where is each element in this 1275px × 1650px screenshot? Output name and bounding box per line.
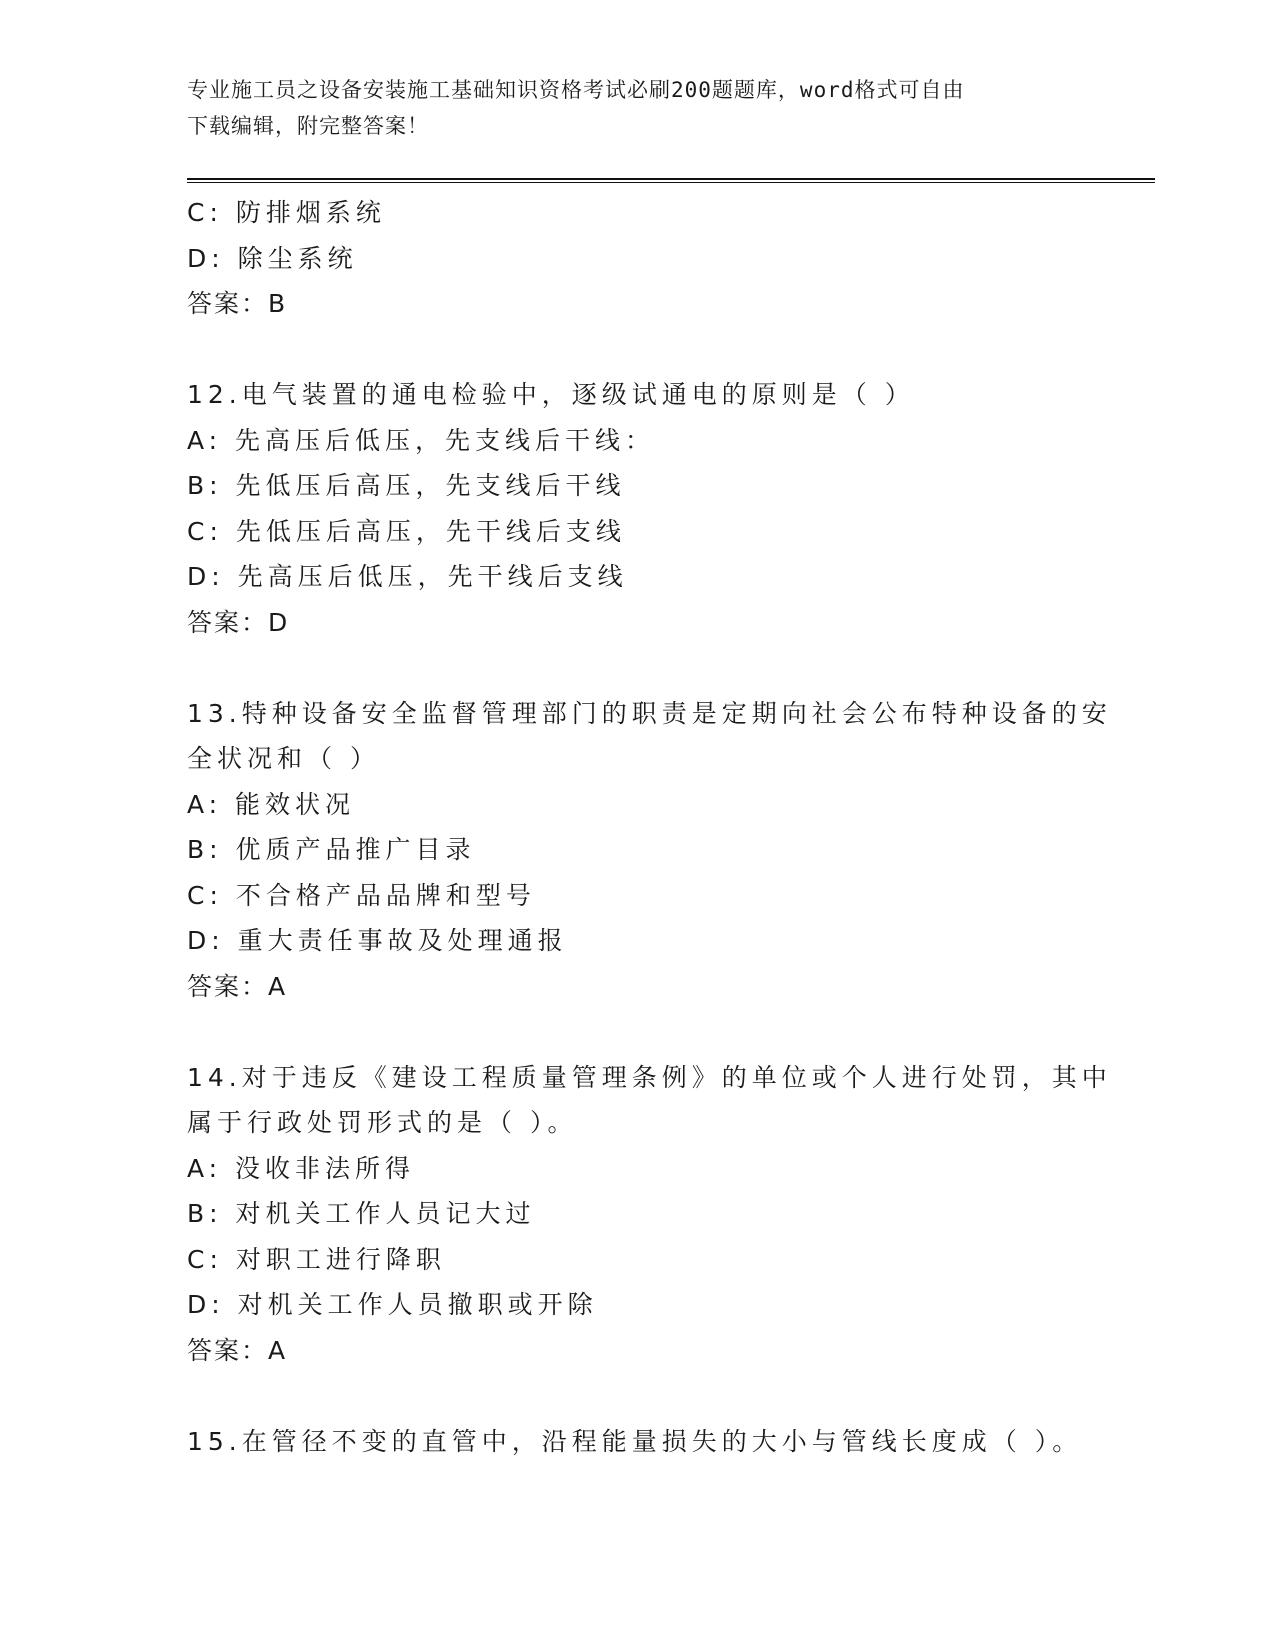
question-15 [187, 1419, 1087, 1465]
question-12 [187, 372, 1087, 645]
spacer [187, 327, 1087, 373]
question-stem: 15.在管径不变的直管中，沿程能量损失的大小与管线长度成（ ）。 [187, 1426, 1083, 1456]
option-a: A: 能效状况 [187, 789, 356, 819]
option-a: A: 先高压后低压，先支线后干线： [187, 425, 656, 455]
option-b: B: 优质产品推广目录 [187, 835, 476, 864]
option-c: C: 防排烟系统 [187, 198, 386, 227]
answer-line: 答案：B [187, 289, 288, 318]
option-c: C: 先低压后高压，先干线后支线 [187, 516, 626, 546]
header-line-1: 专业施工员之设备安装施工基础知识资格考试必刷200题题库，word格式可自由 [187, 78, 965, 102]
question-14 [187, 1055, 1112, 1374]
question-stem-continued: 属于行政处罚形式的是（ ）。 [187, 1108, 578, 1137]
option-a: A: 没收非法所得 [187, 1153, 416, 1183]
spacer [187, 1373, 1087, 1419]
option-b: B: 对机关工作人员记大过 [187, 1199, 536, 1228]
option-c: C: 不合格产品品牌和型号 [187, 880, 536, 910]
document-header [187, 72, 1087, 144]
question-stem: 12.电气装置的通电检验中，逐级试通电的原则是（ ） [187, 380, 915, 409]
answer-line: 答案：D [187, 607, 290, 637]
question-stem-continued: 全状况和（ ） [187, 744, 380, 773]
answer-line: 答案：A [187, 971, 288, 1001]
question-stem: 14.对于违反《建设工程质量管理条例》的单位或个人进行处罚，其中 [187, 1062, 1112, 1092]
spacer [187, 1009, 1087, 1055]
header-divider [187, 178, 1155, 183]
option-d: D: 先高压后低压，先干线后支线 [187, 562, 628, 591]
option-b: B: 先低压后高压，先支线后干线 [187, 471, 626, 500]
option-d: D: 除尘系统 [187, 243, 358, 273]
question-list [187, 190, 1112, 1464]
option-d: D: 重大责任事故及处理通报 [187, 926, 568, 955]
option-c: C: 对职工进行降职 [187, 1244, 446, 1274]
header-line-2: 下载编辑，附完整答案！ [187, 114, 429, 138]
answer-line: 答案：A [187, 1335, 288, 1365]
spacer [187, 645, 1087, 691]
question-13 [187, 691, 1112, 1010]
question-stem: 13.特种设备安全监督管理部门的职责是定期向社会公布特种设备的安 [187, 698, 1112, 728]
option-d: D: 对机关工作人员撤职或开除 [187, 1290, 598, 1319]
